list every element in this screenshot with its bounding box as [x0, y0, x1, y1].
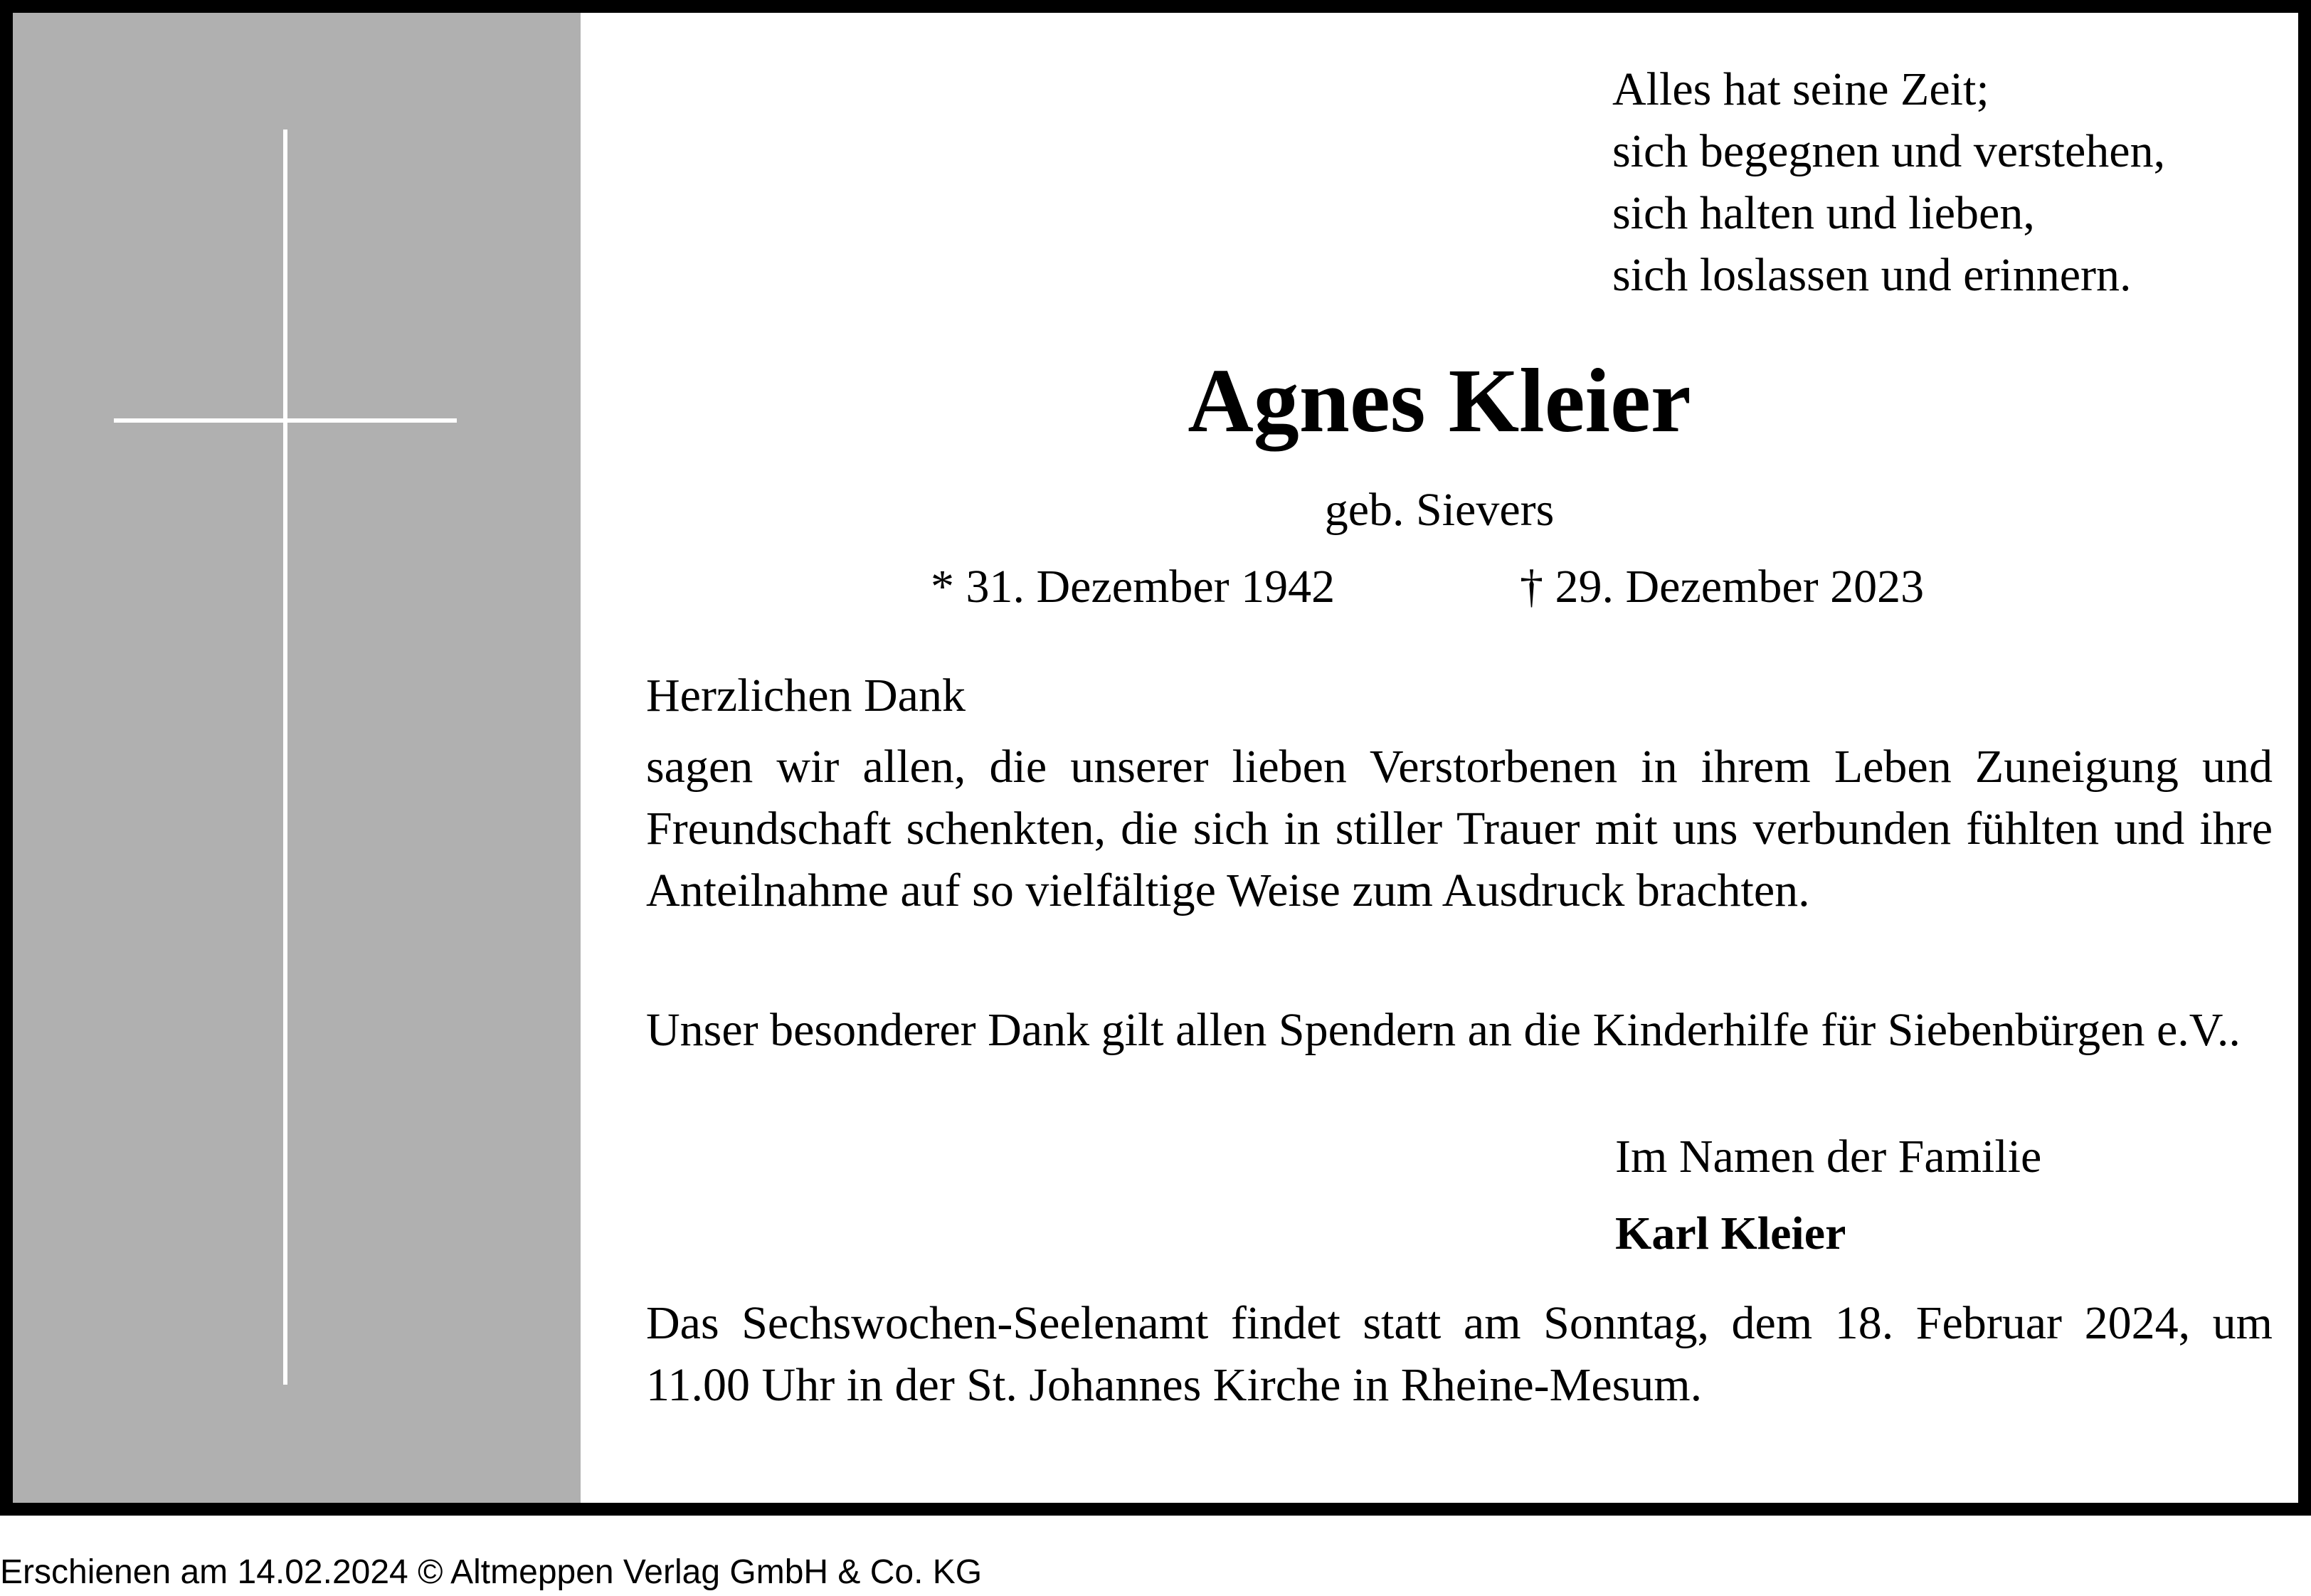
cross-vertical-bar [283, 130, 287, 1385]
donors-text: Unser besonderer Dank gilt allen Spendern an die Kinderhilfe für Siebenbürgen e.V.. [646, 1004, 2241, 1056]
cross-horizontal-bar [114, 418, 457, 423]
poem-line: sich begegnen und verstehen, [1612, 125, 2166, 177]
poem-line: sich halten und lieben, [1612, 187, 2035, 239]
side-panel [13, 13, 581, 1503]
publication-footer: Erschienen am 14.02.2024 © Altmeppen Verlag GmbH & Co. KG [0, 1553, 983, 1591]
signoff-name: Karl Kleier [1615, 1207, 1846, 1259]
poem-line: sich loslassen und erinnern. [1612, 249, 2132, 301]
thanks-body: sagen wir allen, die unserer lieben Verstorbenen in ihrem Leben Zuneigung und Freundschaft schenkten, die sich in stiller Trauer mit uns verbunden fühlten und ihre Anteilnahme auf so vielfältige Weise zum Ausdruck brachten. [646, 741, 2273, 916]
deceased-name: Agnes Kleier [1188, 350, 1691, 451]
birth-date: * 31. Dezember 1942 [931, 561, 1336, 613]
death-date: † 29. Dezember 2023 [1520, 561, 1925, 613]
poem-line: Alles hat seine Zeit; [1612, 63, 1989, 115]
ceremony-text: Das Sechswochen-Seelenamt findet statt am Sonntag, dem 18. Februar 2024, um 11.00 Uhr in der St. Johannes Kirche in Rheine-Mesum. [646, 1297, 2273, 1411]
signoff-intro: Im Namen der Familie [1615, 1131, 2042, 1183]
maiden-name: geb. Sievers [1324, 484, 1555, 536]
poem [1612, 58, 2165, 306]
thanks-heading: Herzlichen Dank [646, 670, 966, 722]
